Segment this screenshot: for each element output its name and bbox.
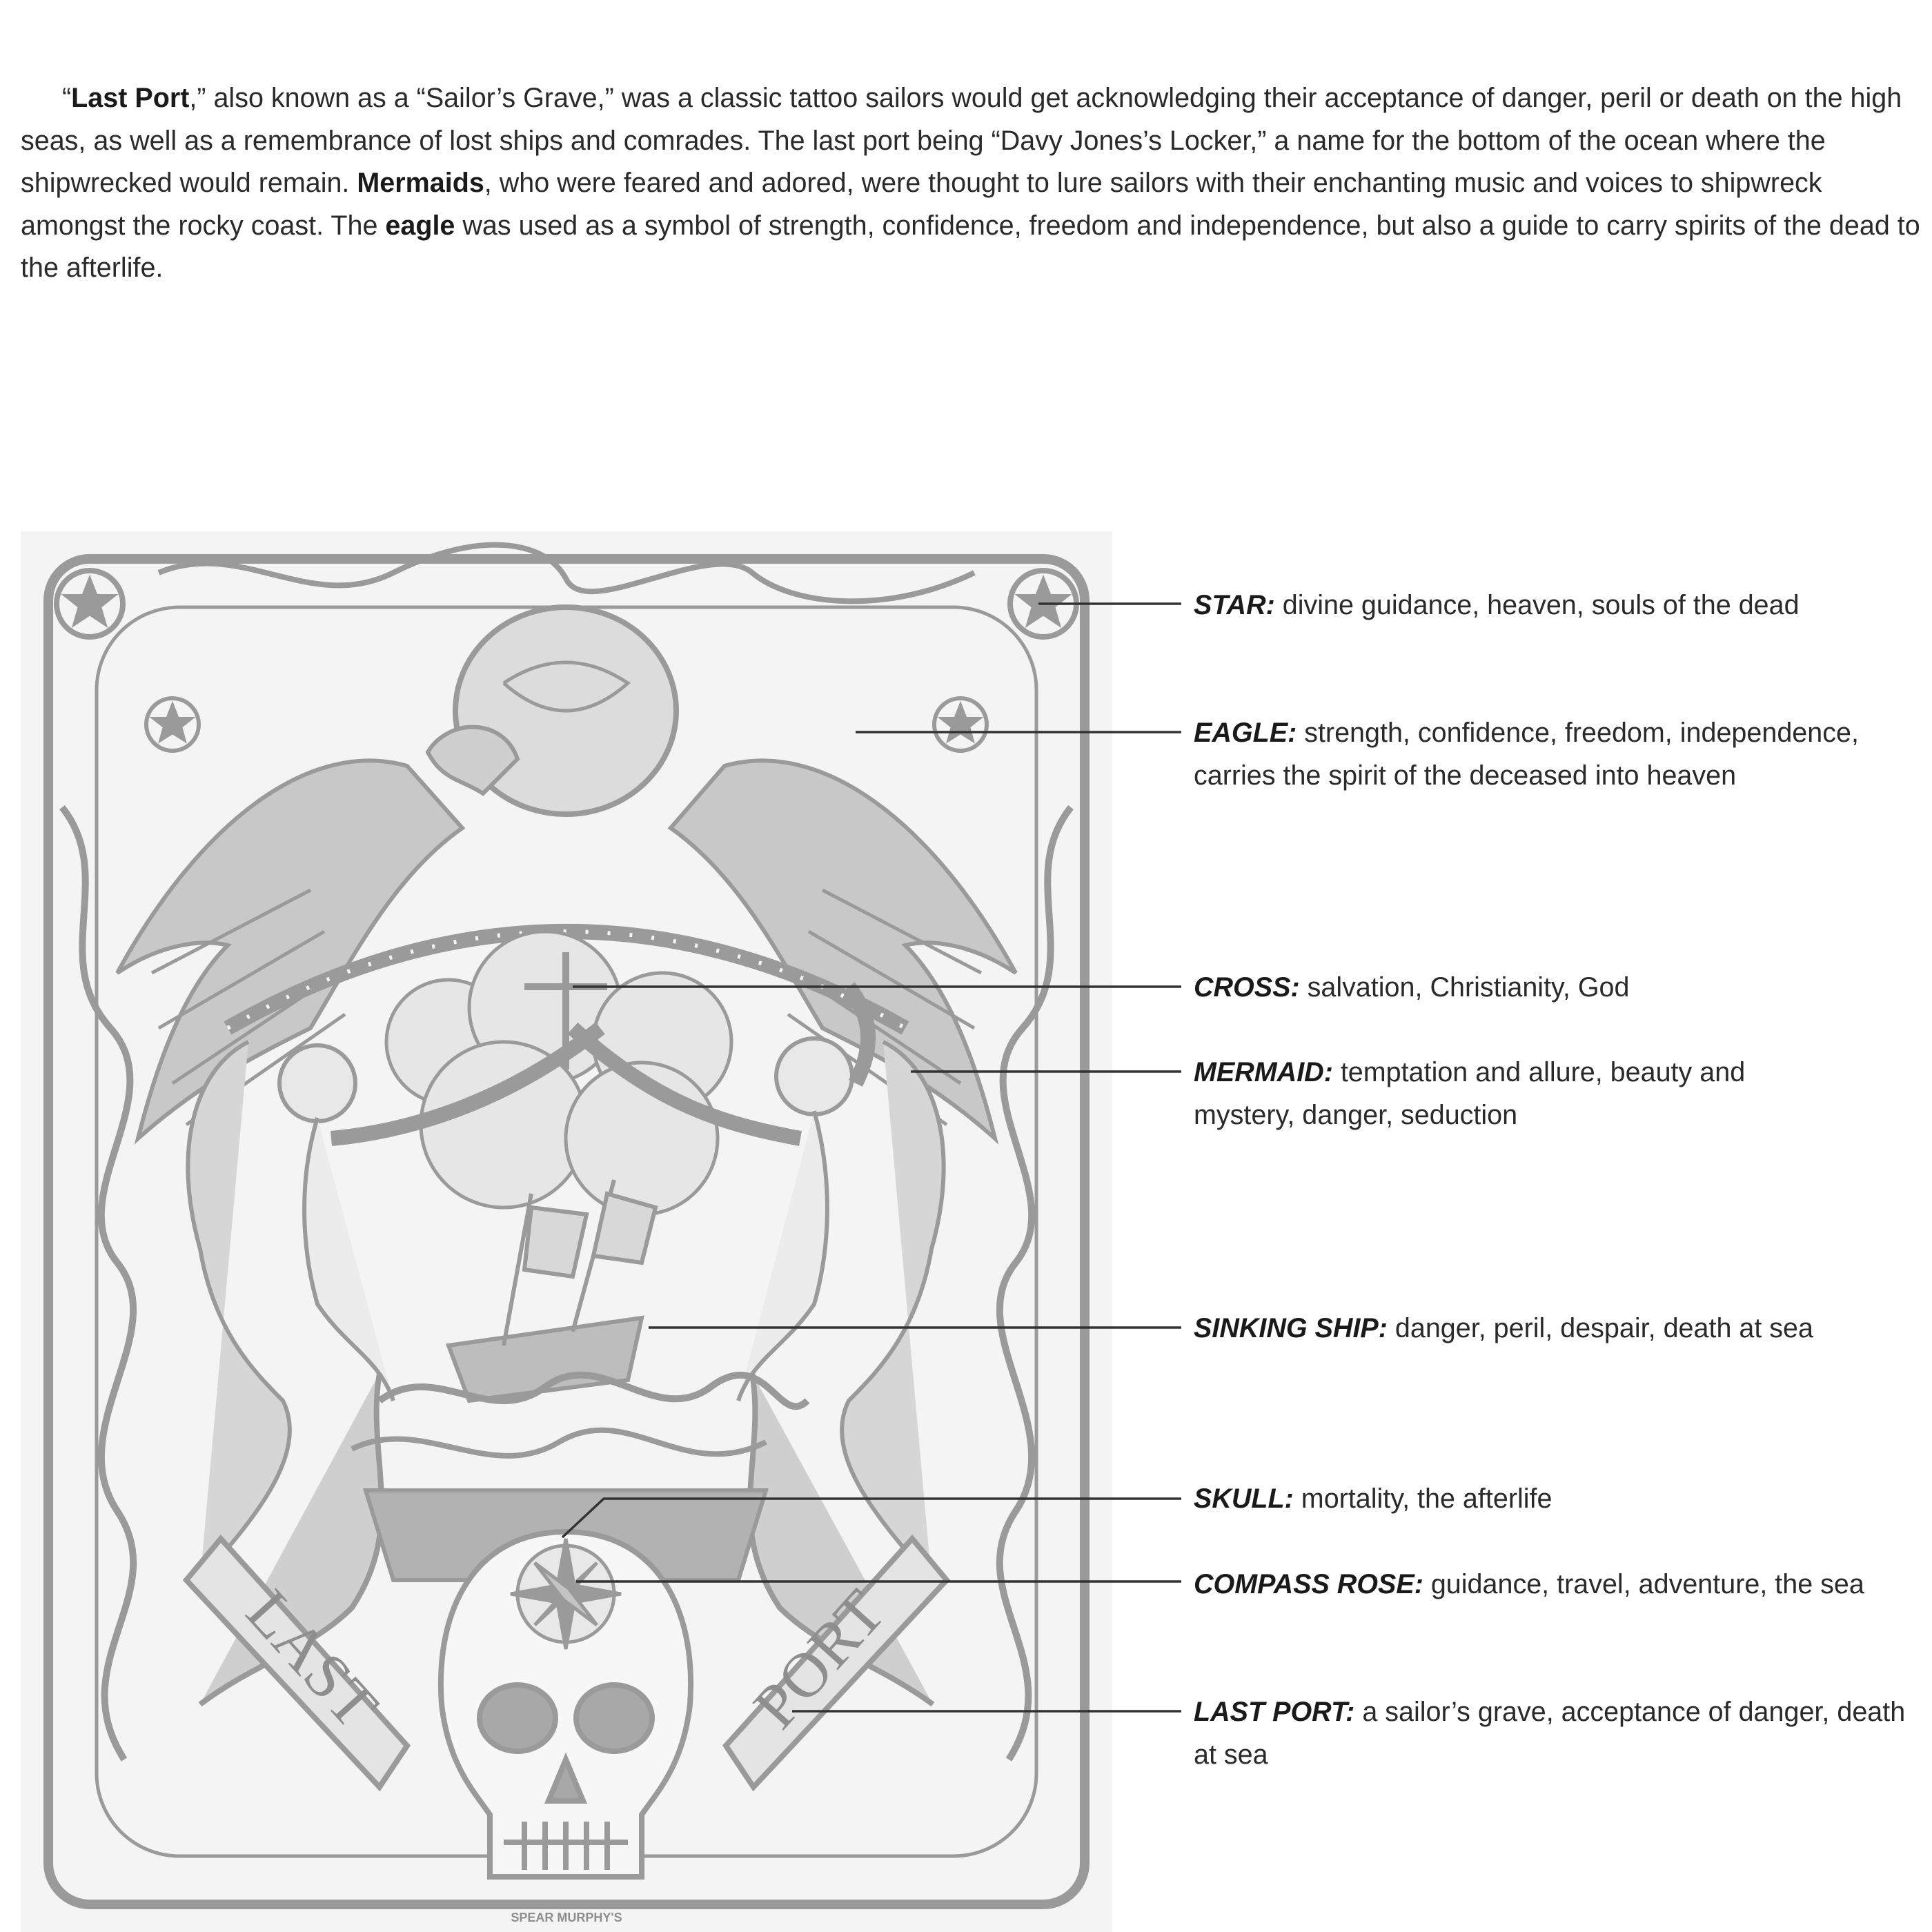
label-eagle — [1194, 711, 1925, 797]
label-desc: guidance, travel, adventure, the sea — [1423, 1569, 1864, 1599]
intro-paragraph — [21, 77, 1925, 290]
scrollwork-top — [159, 545, 974, 602]
last-port-tattoo-illustration — [21, 531, 1112, 1932]
label-term: SKULL: — [1194, 1483, 1294, 1514]
label-desc: a sailor’s grave, acceptance of danger, death at sea — [1194, 1697, 1906, 1770]
intro-bold-last-port: Last Port — [71, 83, 190, 113]
label-desc: mortality, the afterlife — [1293, 1483, 1552, 1514]
label-desc: danger, peril, despair, death at sea — [1387, 1313, 1813, 1343]
banner-right-text: PORT — [740, 1576, 898, 1742]
star-icon — [57, 571, 123, 637]
label-compass-rose — [1194, 1563, 1911, 1606]
label-mermaid — [1194, 1051, 1849, 1136]
label-term: COMPASS ROSE: — [1194, 1569, 1423, 1599]
sinking-ship-icon — [352, 1180, 807, 1580]
label-desc: temptation and allure, beauty and mystery, danger, seduction — [1194, 1057, 1746, 1130]
intro-text-3: was used as a symbol of strength, confidence, freedom and independence, but also a guide to carry spirits of the dead to the afterlife. — [21, 210, 1920, 283]
intro-open-quote: “ — [62, 83, 72, 113]
clouds — [386, 931, 731, 1214]
intro-bold-eagle: eagle — [385, 210, 455, 241]
star-icon — [1010, 571, 1076, 637]
intro-text — [21, 77, 1925, 290]
banner-left-text: LAST — [233, 1576, 392, 1742]
label-desc: strength, confidence, freedom, independence, carries the spirit of the deceased into heaven — [1194, 718, 1859, 791]
label-term: EAGLE: — [1194, 718, 1297, 748]
artist-credit: SPEAR MURPHY'S — [511, 1911, 622, 1924]
star-icon — [934, 698, 987, 751]
star-icon — [146, 698, 199, 751]
label-term: STAR: — [1194, 590, 1275, 620]
label-sinking-ship — [1194, 1307, 1925, 1350]
label-skull — [1194, 1477, 1925, 1520]
label-term: CROSS: — [1194, 972, 1300, 1003]
label-term: LAST PORT: — [1194, 1697, 1355, 1727]
label-desc: divine guidance, heaven, souls of the dead — [1274, 590, 1800, 620]
intro-bold-mermaids: Mermaids — [357, 168, 484, 198]
label-cross — [1194, 966, 1925, 1009]
label-star — [1194, 584, 1925, 627]
intro-text-2: , who were feared and adored, were thought to lure sailors with their enchanting music and voices to shipwreck amongst the rocky coast. The — [21, 168, 1822, 241]
intro-text-1: ,” also known as a “Sailor’s Grave,” was a classic tattoo sailors would get acknowledging their acceptance of danger, peril or death on the high seas, as well as a remembrance of lost ships and comrades. The last port being “Davy Jones’s Locker,” a name for the bottom of the ocean where the shipwrecked would remain. — [21, 83, 1902, 198]
label-term: SINKING SHIP: — [1194, 1313, 1388, 1343]
label-term: MERMAID: — [1194, 1057, 1333, 1087]
label-desc: salvation, Christianity, God — [1299, 972, 1630, 1003]
label-last-port — [1194, 1690, 1925, 1776]
